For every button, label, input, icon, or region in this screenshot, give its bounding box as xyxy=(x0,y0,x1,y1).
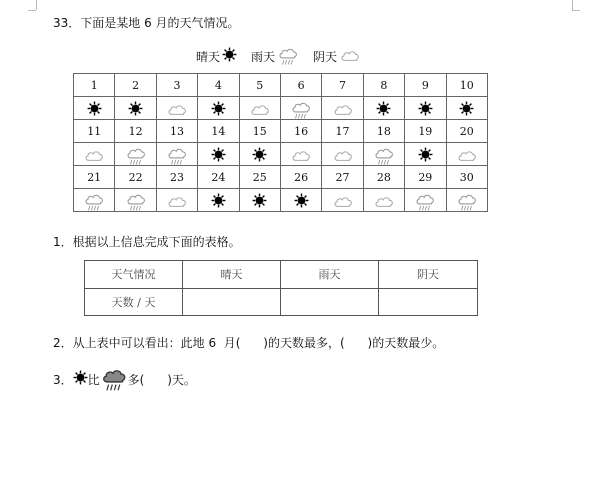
day-weather-cell xyxy=(446,97,487,120)
day-weather-cell xyxy=(405,189,446,212)
cloud-icon xyxy=(240,100,280,117)
weather-legend xyxy=(196,44,375,68)
day-number: 6 xyxy=(280,74,321,97)
sun-icon xyxy=(364,101,404,116)
summary-header-rainy: 雨天 xyxy=(281,261,379,289)
rain-cloud-icon xyxy=(157,144,197,165)
day-weather-cell xyxy=(239,189,280,212)
rain-cloud-icon xyxy=(74,190,114,211)
summary-cell-sunny[interactable] xyxy=(183,288,281,316)
day-weather-cell xyxy=(156,143,197,166)
day-weather-cell xyxy=(115,97,156,120)
day-weather-cell xyxy=(74,97,115,120)
part-3-prefix: 3． xyxy=(53,372,73,387)
day-weather-cell xyxy=(198,143,239,166)
day-number: 22 xyxy=(115,166,156,189)
day-number: 14 xyxy=(198,120,239,143)
day-number: 21 xyxy=(74,166,115,189)
day-number: 11 xyxy=(74,120,115,143)
day-weather-cell xyxy=(405,143,446,166)
sun-icon xyxy=(447,101,487,116)
question-title: 33．下面是某地 6 月的天气情况。 xyxy=(53,16,240,30)
day-weather-cell xyxy=(239,97,280,120)
legend-sunny xyxy=(196,47,237,65)
cloud-icon xyxy=(447,146,487,163)
day-number: 26 xyxy=(280,166,321,189)
day-weather-cell xyxy=(446,143,487,166)
day-weather-cell xyxy=(115,189,156,212)
day-weather-cell xyxy=(280,189,321,212)
day-number: 3 xyxy=(156,74,197,97)
cloud-icon xyxy=(157,192,197,209)
part-2-question: 2．从上表中可以看出：此地 6 月( )的天数最多，( )的天数最少。 xyxy=(53,336,445,350)
day-number: 18 xyxy=(363,120,404,143)
day-weather-cell xyxy=(405,97,446,120)
sun-icon xyxy=(240,147,280,162)
part-3-bi: 比 xyxy=(87,372,100,387)
cloud-icon xyxy=(322,146,362,163)
day-number: 1 xyxy=(74,74,115,97)
day-weather-cell xyxy=(363,189,404,212)
sun-icon xyxy=(405,147,445,162)
day-number: 15 xyxy=(239,120,280,143)
sun-icon xyxy=(73,370,88,388)
cloud-icon xyxy=(322,100,362,117)
day-number: 16 xyxy=(280,120,321,143)
part-3-duo: 多( )天。 xyxy=(127,372,196,387)
cloud-icon xyxy=(74,146,114,163)
sun-icon xyxy=(198,193,238,208)
summary-row-label: 天数 / 天 xyxy=(85,288,183,316)
day-number: 28 xyxy=(363,166,404,189)
day-number: 27 xyxy=(322,166,363,189)
sun-icon xyxy=(222,47,237,65)
legend-cloudy-label: 阴天 xyxy=(313,49,338,64)
day-weather-cell xyxy=(198,97,239,120)
part-1-instruction: 1．根据以上信息完成下面的表格。 xyxy=(53,235,241,249)
day-weather-cell xyxy=(446,189,487,212)
rain-cloud-icon xyxy=(281,98,321,119)
sun-icon xyxy=(405,101,445,116)
day-weather-cell xyxy=(280,143,321,166)
day-number: 10 xyxy=(446,74,487,97)
cloud-icon xyxy=(364,192,404,209)
rain-cloud-icon xyxy=(100,364,128,394)
day-weather-cell xyxy=(363,143,404,166)
page-corner-mark-right-h xyxy=(572,10,580,11)
legend-rainy xyxy=(251,44,299,68)
page-corner-mark-left-h xyxy=(28,10,36,11)
day-number: 20 xyxy=(446,120,487,143)
day-weather-cell xyxy=(74,189,115,212)
day-number: 30 xyxy=(446,166,487,189)
legend-sunny-label: 晴天 xyxy=(196,49,221,64)
day-weather-cell xyxy=(322,189,363,212)
summary-cell-rainy[interactable] xyxy=(281,288,379,316)
summary-header-cloudy: 阴天 xyxy=(379,261,478,289)
sun-icon xyxy=(115,101,155,116)
day-number: 5 xyxy=(239,74,280,97)
day-number: 13 xyxy=(156,120,197,143)
day-weather-cell xyxy=(198,189,239,212)
day-weather-cell xyxy=(156,189,197,212)
day-number: 24 xyxy=(198,166,239,189)
day-weather-cell xyxy=(363,97,404,120)
day-number: 8 xyxy=(363,74,404,97)
sun-icon xyxy=(198,147,238,162)
legend-cloudy xyxy=(313,46,361,66)
day-weather-cell xyxy=(156,97,197,120)
cloud-icon xyxy=(157,100,197,117)
summary-cell-cloudy[interactable] xyxy=(379,288,478,316)
day-weather-cell xyxy=(322,143,363,166)
day-number: 29 xyxy=(405,166,446,189)
summary-header-sunny: 晴天 xyxy=(183,261,281,289)
page-corner-mark-right xyxy=(572,0,573,10)
sun-icon xyxy=(240,193,280,208)
day-number: 25 xyxy=(239,166,280,189)
page-corner-mark-left xyxy=(36,0,37,10)
rain-cloud-icon xyxy=(277,44,299,68)
weather-calendar-table xyxy=(73,73,488,212)
day-number: 12 xyxy=(115,120,156,143)
day-number: 7 xyxy=(322,74,363,97)
day-number: 2 xyxy=(115,74,156,97)
summary-header-weather: 天气情况 xyxy=(85,261,183,289)
day-weather-cell xyxy=(239,143,280,166)
cloud-icon xyxy=(322,192,362,209)
legend-rainy-label: 雨天 xyxy=(251,49,276,64)
part-3-question xyxy=(53,364,196,394)
day-weather-cell xyxy=(115,143,156,166)
day-weather-cell xyxy=(280,97,321,120)
summary-table xyxy=(84,260,478,316)
day-weather-cell xyxy=(74,143,115,166)
cloud-icon xyxy=(339,46,361,66)
rain-cloud-icon xyxy=(447,190,487,211)
rain-cloud-icon xyxy=(115,190,155,211)
day-number: 23 xyxy=(156,166,197,189)
sun-icon xyxy=(281,193,321,208)
day-number: 9 xyxy=(405,74,446,97)
sun-icon xyxy=(74,101,114,116)
day-number: 19 xyxy=(405,120,446,143)
day-number: 4 xyxy=(198,74,239,97)
rain-cloud-icon xyxy=(115,144,155,165)
sun-icon xyxy=(198,101,238,116)
rain-cloud-icon xyxy=(405,190,445,211)
day-weather-cell xyxy=(322,97,363,120)
day-number: 17 xyxy=(322,120,363,143)
rain-cloud-icon xyxy=(364,144,404,165)
cloud-icon xyxy=(281,146,321,163)
